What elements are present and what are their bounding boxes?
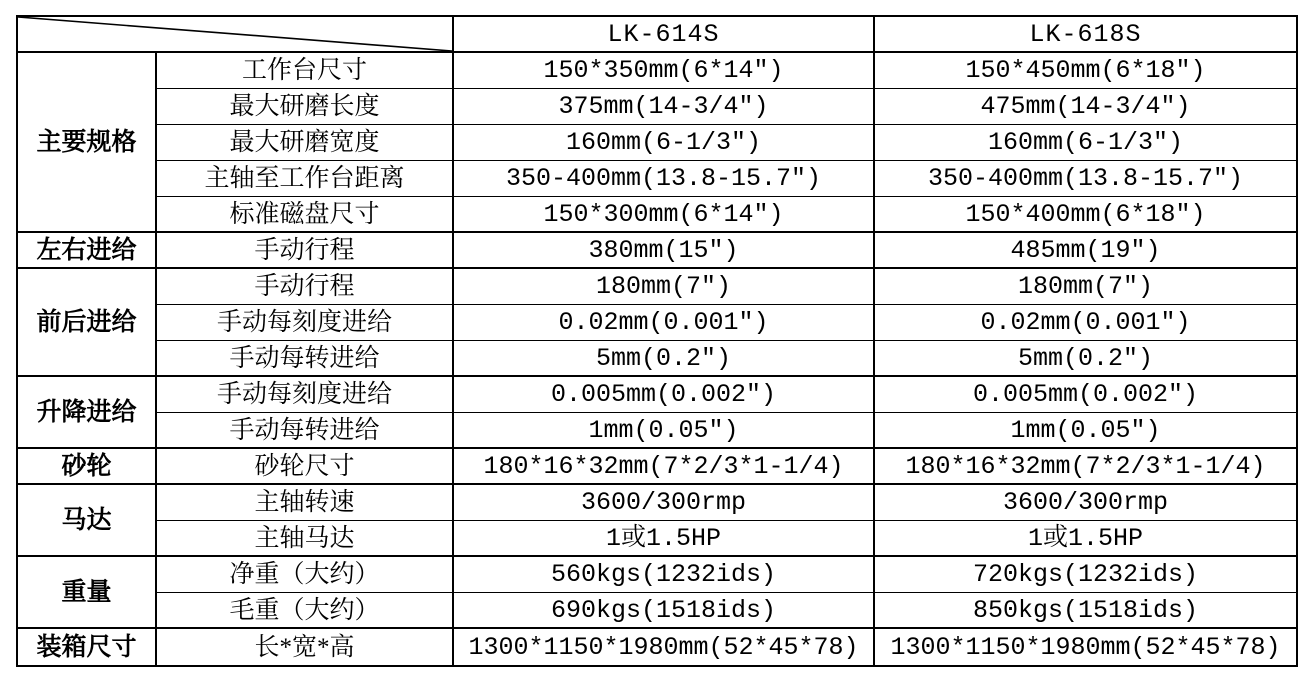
value-cell-lk614s: 150*300mm(6*14″) (454, 197, 875, 233)
value-cell-lk618s: 5mm(0.2″) (875, 341, 1296, 377)
value-cell-lk618s: 1300*1150*1980mm(52*45*78) (890, 632, 1281, 662)
value-cell-lk618s: 0.005mm(0.002″) (875, 377, 1296, 413)
attr-cell: 手动每转进给 (157, 413, 454, 449)
value-cell-lk618s: 180*16*32mm(7*2/3*1-1/4) (875, 449, 1296, 485)
diagonal-header-cell (18, 17, 454, 53)
table-row (18, 413, 1296, 449)
value-cell-lk618s: 1mm(0.05″) (875, 413, 1296, 449)
table-row (18, 305, 1296, 341)
value-cell-lk618s: 485mm(19″) (875, 233, 1296, 269)
value-cell-lk614s: 375mm(14-3/4″) (454, 89, 875, 125)
attr-cell: 标准磁盘尺寸 (157, 197, 454, 233)
attr-cell: 净重（大约） (157, 557, 454, 593)
group-cell-grinding-wheel: 砂轮 (18, 449, 157, 485)
value-cell-lk614s: 5mm(0.2″) (454, 341, 875, 377)
value-cell-lk618s: 150*400mm(6*18″) (875, 197, 1296, 233)
spec-table-container (16, 15, 1298, 667)
table-row (18, 197, 1296, 233)
table-row (18, 377, 1296, 413)
value-cell-lk614s: 0.005mm(0.002″) (454, 377, 875, 413)
attr-cell: 手动行程 (157, 269, 454, 305)
value-cell-lk614s: 380mm(15″) (454, 233, 875, 269)
model-header-lk618s: LK-618S (875, 17, 1296, 53)
attr-cell: 手动行程 (157, 233, 454, 269)
attr-cell: 砂轮尺寸 (157, 449, 454, 485)
attr-cell: 手动每刻度进给 (157, 305, 454, 341)
table-row (18, 341, 1296, 377)
group-cell-vertical-feed: 升降进给 (18, 377, 157, 449)
value-cell-lk618s: 850kgs(1518ids) (875, 593, 1296, 629)
attr-cell: 主轴至工作台距离 (157, 161, 454, 197)
attr-cell: 手动每转进给 (157, 341, 454, 377)
value-cell-lk614s: 1300*1150*1980mm(52*45*78) (454, 629, 875, 665)
table-row (18, 269, 1296, 305)
table-row (18, 485, 1296, 521)
diagonal-line (18, 17, 452, 51)
value-cell-lk618s: 160mm(6-1/3″) (875, 125, 1296, 161)
value-cell-lk614s: 180*16*32mm(7*2/3*1-1/4) (454, 449, 875, 485)
group-cell-lr-feed: 左右进给 (18, 233, 157, 269)
attr-cell: 手动每刻度进给 (157, 377, 454, 413)
group-cell-packing-size: 装箱尺寸 (18, 629, 157, 665)
table-header-row (18, 17, 1296, 53)
attr-cell: 最大研磨长度 (157, 89, 454, 125)
table-row (18, 233, 1296, 269)
spec-table (16, 15, 1298, 667)
value-cell-lk614s: 3600/300rmp (454, 485, 875, 521)
model-header-lk614s: LK-614S (454, 17, 875, 53)
table-row (18, 449, 1296, 485)
value-cell-lk614s: 350-400mm(13.8-15.7″) (454, 161, 875, 197)
table-row (18, 125, 1296, 161)
value-cell-lk614s: 1或1.5HP (454, 521, 875, 557)
value-cell-lk614s: 0.02mm(0.001″) (454, 305, 875, 341)
value-cell-lk618s: 0.02mm(0.001″) (875, 305, 1296, 341)
group-cell-weight: 重量 (18, 557, 157, 629)
value-cell-lk614s: 180mm(7″) (454, 269, 875, 305)
attr-cell: 长*宽*高 (157, 629, 454, 665)
table-row (18, 521, 1296, 557)
attr-cell: 主轴转速 (157, 485, 454, 521)
table-row (18, 53, 1296, 89)
value-cell-lk618s: 1或1.5HP (875, 521, 1296, 557)
attr-cell: 毛重（大约） (157, 593, 454, 629)
value-cell-lk618s: 475mm(14-3/4″) (875, 89, 1296, 125)
table-row (18, 557, 1296, 593)
table-row (18, 593, 1296, 629)
value-cell-lk614s: 150*350mm(6*14″) (454, 53, 875, 89)
table-row (18, 161, 1296, 197)
value-cell-lk614s: 690kgs(1518ids) (454, 593, 875, 629)
value-cell-lk614s: 1mm(0.05″) (454, 413, 875, 449)
value-cell-lk618s: 720kgs(1232ids) (875, 557, 1296, 593)
attr-cell: 工作台尺寸 (157, 53, 454, 89)
attr-cell: 最大研磨宽度 (157, 125, 454, 161)
group-cell-main-specs: 主要规格 (18, 53, 157, 233)
value-cell-lk618s: 180mm(7″) (875, 269, 1296, 305)
table-row (18, 629, 1296, 665)
group-cell-fb-feed: 前后进给 (18, 269, 157, 377)
value-cell-lk618s: 350-400mm(13.8-15.7″) (875, 161, 1296, 197)
value-cell-lk614s: 560kgs(1232ids) (454, 557, 875, 593)
value-cell-lk618s: 3600/300rmp (875, 485, 1296, 521)
value-cell-lk614s: 160mm(6-1/3″) (454, 125, 875, 161)
value-cell-lk618s: 150*450mm(6*18″) (875, 53, 1296, 89)
attr-cell: 主轴马达 (157, 521, 454, 557)
table-row (18, 89, 1296, 125)
group-cell-motor: 马达 (18, 485, 157, 557)
